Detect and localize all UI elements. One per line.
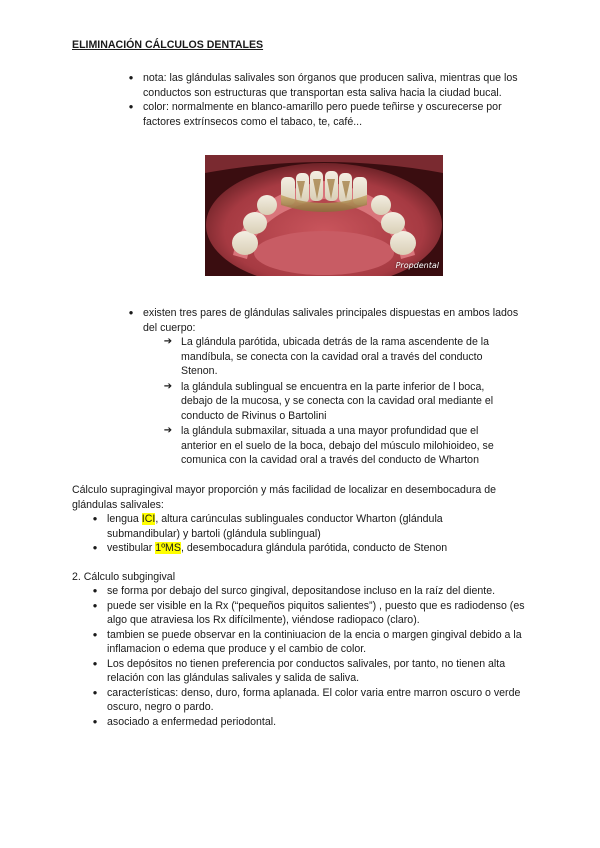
lengua-post: , altura carúnculas sublinguales conductor Wharton (glándula submandibular) y bartoli (glándula sublingual) — [107, 513, 443, 540]
list-item — [92, 599, 527, 628]
bullet-dot: ● — [92, 716, 98, 726]
bullet-dot: ● — [92, 629, 98, 639]
arrow-icon: ➔ — [163, 425, 173, 436]
list-item — [92, 686, 527, 715]
sub-item-text: asociado a enfermedad periodontal. — [107, 715, 277, 728]
vestibular-post: , desembocadura glándula parótida, conducto de Stenon — [180, 542, 448, 554]
sub-item-text: se forma por debajo del surco gingival, depositandose incluso en la raíz del diente. — [107, 585, 496, 597]
bullet-dot: ● — [128, 73, 134, 82]
parotid-text: La glándula parótida, ubicada detrás de la rama ascendente de la mandíbula, se conecta con la cavidad oral a través del conducto Stenon. — [181, 336, 490, 377]
submaxillary-text: la glándula submaxilar, situada a una mayor profundidad que el anterior en el suelo de la boca, debajo del músculo milohioideo, se comunica con la cavidad oral a través del conducto de Wharton — [181, 425, 494, 466]
document-title: ELIMINACIÓN CÁLCULOS DENTALES — [72, 39, 264, 51]
list-item — [128, 71, 528, 100]
list-item — [163, 335, 511, 379]
sub-item-text: Los depósitos no tienen preferencia por conductos salivales, por tanto, no tienen alta relación con las glándulas salivales y salida de saliva. — [107, 657, 506, 684]
list-item — [92, 584, 527, 599]
glands-bullet — [128, 306, 525, 335]
bullet-dot: ● — [92, 514, 98, 523]
sub-item-text: puede ser visible en la Rx (“pequeños piquitos salientes”) , puesto que es radiodenso (es algo que atraviesa los Rx difícilmente), viéndose radiopaco (claro). — [107, 599, 525, 626]
bullet-dot: ● — [128, 102, 134, 111]
list-item — [128, 306, 525, 335]
bullet-dot: ● — [92, 600, 98, 610]
sub-item-text: tambien se puede observar en la continiuacion de la encia o margen gingival debido a la inflamacion o edema que produce y el cambio de color. — [107, 628, 522, 655]
color-text: color: normalmente en blanco-amarillo pero puede teñirse y oscurecerse por factores extrínsecos como el tabaco, te, café... — [143, 101, 502, 128]
bullet-dot: ● — [92, 658, 98, 668]
sublingual-text: la glándula sublingual se encuentra en la parte inferior de l boca, debajo de la mucosa, y se conecta con la cavidad oral mediante el conducto de Rivinus o Bartolini — [181, 380, 494, 422]
list-item — [163, 380, 511, 424]
subgingival-list — [92, 584, 527, 729]
arrow-icon: ➔ — [163, 336, 173, 347]
list-item — [92, 541, 507, 556]
arrow-icon: ➔ — [163, 380, 173, 392]
list-item — [92, 628, 527, 657]
glands-intro-text: existen tres pares de glándulas salivales principales dispuestas en ambos lados del cuerpo: — [143, 307, 519, 334]
dental-calculus-photo — [205, 155, 443, 276]
subgingival-heading: 2. Cálculo subgingival — [72, 571, 176, 583]
lengua-pre: lengua — [107, 513, 142, 525]
note-text: nota: las glándulas salivales son órganos que producen saliva, mientras que los conductos son estructuras que transportan esta saliva hacia la ciudad bucal. — [143, 72, 518, 99]
supragingival-intro: Cálculo supragingival mayor proporción y más facilidad de localizar en desembocadura de glándulas salivales: — [72, 484, 496, 511]
bullet-dot: ● — [92, 543, 98, 552]
list-item — [163, 424, 511, 468]
vestibular-pre: vestibular — [107, 542, 156, 554]
bullet-dot: ● — [92, 687, 98, 697]
sub-item-text: características: denso, duro, forma aplanada. El color varia entre marron oscuro o verde oscuro, negro o pardo. — [107, 686, 521, 713]
glands-arrow-list — [163, 335, 511, 468]
list-item — [92, 657, 527, 686]
supragingival-list — [92, 512, 507, 556]
image-watermark: Propdental — [395, 260, 439, 270]
list-item — [92, 512, 507, 541]
bullet-dot: ● — [92, 586, 98, 595]
bullet-dot: ● — [128, 308, 134, 317]
highlight-1ms: 1ºMS — [155, 542, 181, 554]
list-item — [92, 715, 527, 730]
highlight-ici: ICI — [141, 513, 156, 525]
intro-bullet-list — [128, 71, 528, 129]
list-item — [128, 100, 528, 129]
